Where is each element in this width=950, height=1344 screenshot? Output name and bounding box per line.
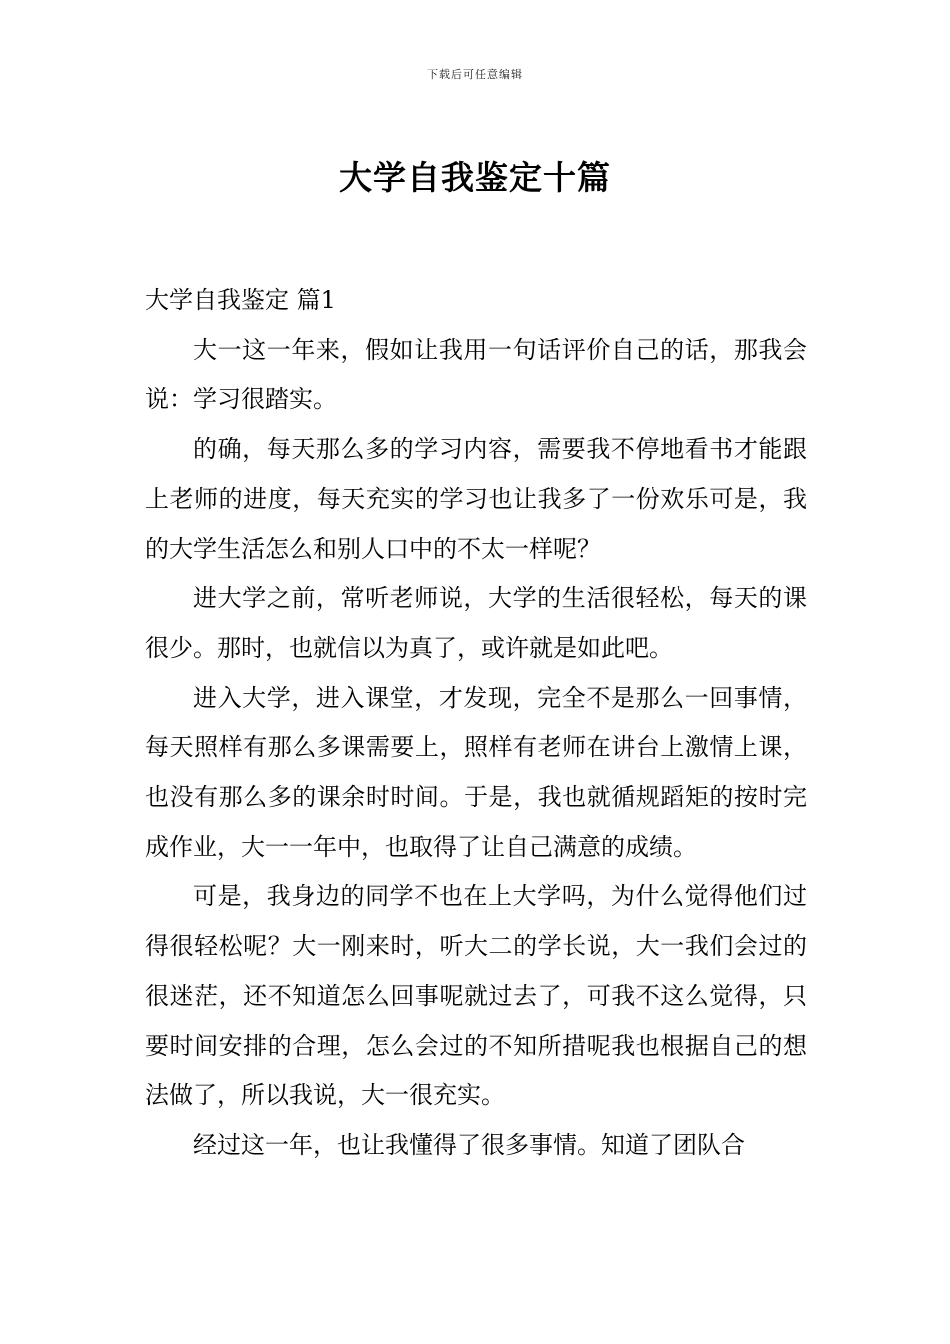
paragraph-2: 的确，每天那么多的学习内容，需要我不停地看书才能跟上老师的进度，每天充实的学习也让我多了一份欢乐可是，我的大学生活怎么和别人口中的不太一样呢？: [145, 435, 807, 563]
paragraph-3: 进大学之前，常听老师说，大学的生活很轻松，每天的课很少。那时，也就信以为真了，或许就是如此吧。: [145, 584, 807, 662]
document-body: [145, 276, 807, 1171]
document-title: 大学自我鉴定十篇: [339, 158, 611, 198]
header-note: 下载后可任意编辑: [427, 68, 523, 81]
paragraph-6: 经过这一年，也让我懂得了很多事情。知道了团队合: [193, 1130, 745, 1159]
section-heading: 大学自我鉴定 篇1: [145, 286, 336, 314]
paragraph-5: 可是，我身边的同学不也在上大学吗，为什么觉得他们过得很轻松呢？大一刚来时，听大二的学长说，大一我们会过的很迷茫，还不知道怎么回事呢就过去了，可我不这么觉得，只要时间安排的合理，怎么会过的不知所措呢我也根据自己的想法做了，所以我说，大一很充实。: [145, 882, 807, 1110]
paragraph-1: 大一这一年来，假如让我用一句话评价自己的话，那我会说：学习很踏实。: [145, 335, 807, 414]
paragraph-4: 进入大学，进入课堂，才发现，完全不是那么一回事情，每天照样有那么多课需要上，照样有老师在讲台上激情上课，也没有那么多的课余时时间。于是，我也就循规蹈矩的按时完成作业，大一一年中，也取得了让自己满意的成绩。: [145, 683, 807, 861]
